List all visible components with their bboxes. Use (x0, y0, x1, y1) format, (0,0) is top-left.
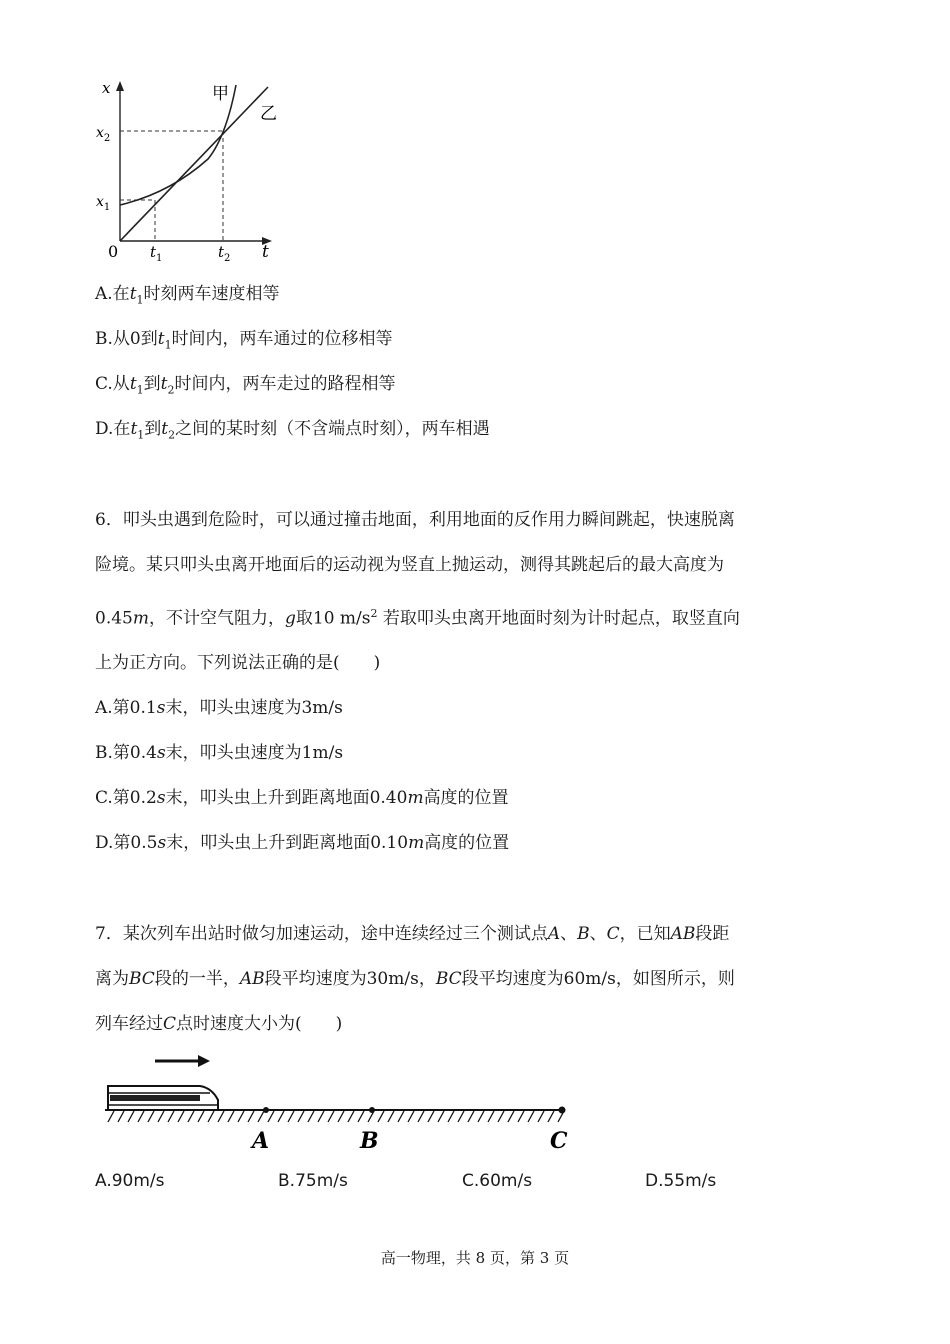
q5-option-d (95, 418, 490, 446)
q5-a-post: 时刻两车速度相等 (143, 284, 280, 304)
hatch-mark (328, 1111, 334, 1122)
q5-option-b (95, 328, 393, 356)
q6-option-a (95, 697, 343, 719)
point-c-label: C (550, 1128, 568, 1154)
q7-option-b: B.75m/s (278, 1171, 348, 1191)
hatch-mark (208, 1111, 214, 1122)
axis-t-label: t (262, 242, 269, 262)
hatch-mark (288, 1111, 294, 1122)
q5-a-pre: A.在 (95, 284, 130, 304)
q7-l3-b: 点时速度大小为( ) (176, 1014, 343, 1034)
hatch-mark (538, 1111, 544, 1122)
hatch-mark (358, 1111, 364, 1122)
hatch-mark (458, 1111, 464, 1122)
hatch-mark (478, 1111, 484, 1122)
q7-option-c: C.60m/s (462, 1171, 533, 1191)
q5-c-post: 时间内，两车走过的路程相等 (174, 374, 396, 394)
q6-height-value: 0.45 (95, 608, 133, 629)
q5-a-sub: 1 (136, 293, 144, 307)
x1-label: $x_1$ (96, 194, 111, 213)
hatch-mark (228, 1111, 234, 1122)
q6-a-post: 末，叩头虫速度为3m/s (165, 698, 343, 718)
q7-l1-AB: AB (670, 924, 696, 944)
q7-stem-line1 (95, 923, 729, 945)
hatch-mark (178, 1111, 184, 1122)
hatch-mark (128, 1111, 134, 1122)
q6-line3-d: 若取叩头虫离开地面时刻为计时起点，取竖直向 (377, 608, 740, 629)
hatch-mark (138, 1111, 144, 1122)
hatch-mark (508, 1111, 514, 1122)
q7-l1-A: A (547, 924, 561, 944)
hatch-mark (378, 1111, 384, 1122)
q7-option-d: D.55m/s (645, 1171, 717, 1191)
hatch-mark (248, 1111, 254, 1122)
hatch-mark (218, 1111, 224, 1122)
q6-d-mid: 末，叩头虫上升到距离地面0.10 (166, 833, 409, 853)
hatch-mark (518, 1111, 524, 1122)
hatch-mark (148, 1111, 154, 1122)
q5-b-sub: 1 (164, 338, 172, 352)
hatch-mark (268, 1111, 274, 1122)
q7-l1-B: B (577, 924, 590, 944)
q6-option-c (95, 787, 509, 809)
hatch-mark (188, 1111, 194, 1122)
hatch-mark (238, 1111, 244, 1122)
origin-label: 0 (108, 242, 119, 261)
q7-stem-line2 (95, 968, 735, 990)
q6-d-unit2: m (408, 833, 425, 853)
point-b-label: B (360, 1128, 379, 1154)
q5-d-mid: 到 (144, 419, 162, 439)
hatch-mark (168, 1111, 174, 1122)
q7-l2-BC2: BC (435, 969, 462, 989)
q7-l1-sep1: 、 (560, 924, 578, 944)
q5-option-a (95, 283, 280, 311)
q6-a-pre: A.第0.1 (95, 698, 157, 718)
direction-arrow-head (198, 1055, 210, 1067)
hatch-mark (488, 1111, 494, 1122)
hatch-mark (158, 1111, 164, 1122)
q6-option-b (95, 742, 343, 764)
hatch-mark (338, 1111, 344, 1122)
q5-c-var2: t (160, 374, 168, 394)
hatch-mark (258, 1111, 264, 1122)
q7-l1-a: 7．某次列车出站时做匀加速运动，途中连续经过三个测试点 (95, 924, 548, 944)
yi-label: 乙 (260, 104, 277, 124)
q5-d-sub2: 2 (168, 428, 176, 442)
q6-stem-line3 (95, 603, 740, 630)
track-hatching (108, 1111, 564, 1122)
point-a-label: A (252, 1128, 270, 1154)
hatch-mark (108, 1111, 114, 1122)
q5-d-sub1: 1 (137, 428, 145, 442)
q6-a-unit: s (156, 698, 166, 718)
q5-b-pre: B.从0到 (95, 329, 158, 349)
q6-line3-b: ，不计空气阻力， (148, 608, 285, 629)
q7-l2-AB: AB (239, 969, 265, 989)
xt-graph (90, 75, 290, 265)
t2-label: $t_2$ (218, 243, 231, 264)
hatch-mark (298, 1111, 304, 1122)
hatch-mark (348, 1111, 354, 1122)
q7-l1-C: C (606, 924, 620, 944)
q5-c-sub2: 2 (167, 383, 175, 397)
q7-l1-sep2: 、 (589, 924, 607, 944)
point-a-dot (263, 1107, 269, 1113)
q6-b-pre: B.第0.4 (95, 743, 157, 763)
hatch-mark (198, 1111, 204, 1122)
q5-c-sub1: 1 (136, 383, 144, 397)
hatch-mark (548, 1111, 554, 1122)
hatch-mark (278, 1111, 284, 1122)
hatch-mark (388, 1111, 394, 1122)
q7-l2-BC: BC (129, 969, 155, 989)
point-c-dot (559, 1107, 566, 1114)
q6-option-d (95, 832, 509, 854)
q5-b-var: t (157, 329, 165, 349)
q6-g-exp: 2 (370, 607, 378, 620)
q5-d-pre: D.在 (95, 419, 131, 439)
hatch-mark (118, 1111, 124, 1122)
hatch-mark (418, 1111, 424, 1122)
hatch-mark (448, 1111, 454, 1122)
hatch-mark (408, 1111, 414, 1122)
q6-stem-line2: 险境。某只叩头虫离开地面后的运动视为竖直上抛运动，测得其跳起后的最大高度为 (95, 555, 724, 575)
hatch-mark (468, 1111, 474, 1122)
point-b-dot (369, 1107, 375, 1113)
q7-l2-c: 段平均速度为30m/s， (264, 969, 436, 989)
hatch-mark (398, 1111, 404, 1122)
q6-d-post: 高度的位置 (424, 833, 510, 853)
q7-l3-a: 列车经过 (95, 1014, 163, 1034)
q7-l1-c: 段距 (695, 924, 730, 944)
hatch-mark (428, 1111, 434, 1122)
q6-stem-line1: 6．叩头虫遇到危险时，可以通过撞击地面，利用地面的反作用力瞬间跳起，快速脱离 (95, 510, 735, 530)
t1-label: $t_1$ (150, 243, 163, 264)
q5-d-post: 之间的某时刻（不含端点时刻），两车相遇 (175, 419, 490, 439)
page-footer: 高一物理，共 8 页，第 3 页 (380, 1249, 570, 1267)
hatch-mark (438, 1111, 444, 1122)
q6-g-value: 取10 m/s (295, 608, 371, 629)
x-axis-arrowhead (116, 81, 124, 91)
q5-b-post: 时间内，两车通过的位移相等 (171, 329, 393, 349)
hatch-mark (308, 1111, 314, 1122)
jia-label: 甲 (212, 84, 229, 104)
q6-d-pre: D.第0.5 (95, 833, 158, 853)
axis-x-label: x (102, 79, 111, 97)
q6-g-symbol: g (284, 608, 296, 629)
q5-d-var2: t (161, 419, 169, 439)
q7-l2-d: 段平均速度为60m/s，如图所示，则 (461, 969, 735, 989)
q6-c-unit: s (156, 788, 166, 808)
q5-d-var1: t (130, 419, 138, 439)
line-yi (120, 87, 268, 241)
hatch-mark (528, 1111, 534, 1122)
q7-l1-b: ，已知 (619, 924, 671, 944)
q6-c-unit2: m (407, 788, 424, 808)
q6-c-mid: 末，叩头虫上升到距离地面0.40 (165, 788, 408, 808)
q7-stem-line3 (95, 1013, 342, 1035)
q6-b-unit: s (156, 743, 166, 763)
x2-label: $x_2$ (96, 125, 111, 144)
q6-d-unit: s (157, 833, 167, 853)
q7-option-a: A.90m/s (95, 1171, 165, 1191)
q7-l2-a: 离为 (95, 969, 129, 989)
q5-c-pre: C.从 (95, 374, 130, 394)
q6-height-unit: m (132, 608, 149, 629)
hatch-mark (498, 1111, 504, 1122)
hatch-mark (318, 1111, 324, 1122)
q7-l3-C: C (163, 1014, 177, 1034)
q6-c-pre: C.第0.2 (95, 788, 157, 808)
q6-stem-line4: 上为正方向。下列说法正确的是( ) (95, 653, 381, 673)
q6-c-post: 高度的位置 (423, 788, 509, 808)
q6-b-post: 末，叩头虫速度为1m/s (165, 743, 344, 763)
train-icon (108, 1086, 218, 1110)
q7-l2-b: 段的一半， (154, 969, 240, 989)
q5-c-var1: t (129, 374, 137, 394)
q5-a-var: t (129, 284, 137, 304)
q5-c-mid: 到 (143, 374, 161, 394)
train-track-diagram (100, 1048, 580, 1158)
q5-option-c (95, 373, 396, 401)
